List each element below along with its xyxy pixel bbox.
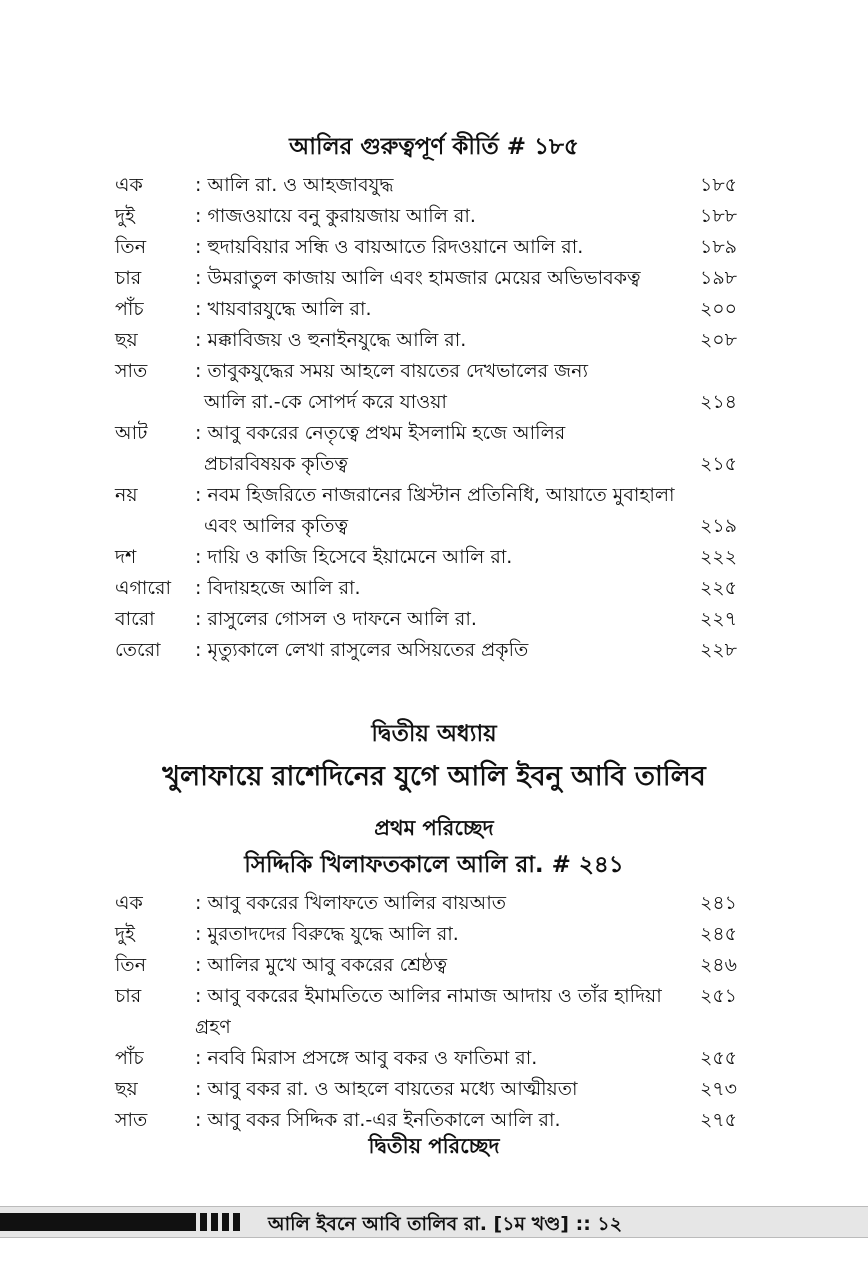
page-footer: [0, 1206, 868, 1238]
footer-bar: [0, 1213, 196, 1231]
toc-item-title: : আবু বকরের নেতৃত্বে প্রথম ইসলামি হজে আলির: [195, 422, 566, 444]
toc-item: [115, 263, 755, 294]
toc-item-title: : আবু বকরের খিলাফতে আলির বায়আত: [195, 892, 506, 914]
toc-item-number: চার: [115, 985, 142, 1007]
toc-item: [115, 919, 755, 950]
toc-item-title: : আলি রা. ও আহজাবযুদ্ধ: [195, 174, 394, 196]
toc-item-number: বারো: [115, 608, 155, 630]
toc-item-number: সাত: [115, 360, 148, 382]
toc-item-page: ১৮৮: [700, 205, 737, 227]
toc-item-number: পাঁচ: [115, 1047, 144, 1069]
toc-item-number: তিন: [115, 236, 147, 258]
toc-item-title: : খায়বারযুদ্ধে আলি রা.: [195, 298, 372, 320]
toc-item-title: : বিদায়হজে আলি রা.: [195, 577, 361, 599]
toc-item-number: নয়: [115, 484, 138, 506]
toc-item-title: : রাসুলের গোসল ও দাফনে আলি রা.: [195, 608, 477, 630]
toc-item-title: : আবু বকর সিদ্দিক রা.-এর ইনতিকালে আলি রা.: [195, 1109, 561, 1131]
toc-list-2: [115, 888, 755, 1136]
toc-item-title: : উমরাতুল কাজায় আলি এবং হামজার মেয়ের অভিভাবকত্ব: [195, 267, 641, 289]
toc-item: [115, 573, 755, 604]
toc-item-page: ২৫৫: [699, 1047, 737, 1069]
toc-item-title: : মক্কাবিজয় ও হুনাইনযুদ্ধে আলি রা.: [195, 329, 467, 351]
chapter-label: দ্বিতীয় অধ্যায়: [371, 721, 497, 747]
toc-item-number: তিন: [115, 954, 147, 976]
toc-item: [115, 325, 755, 356]
toc-item: [115, 418, 755, 480]
toc-item: [115, 1043, 755, 1074]
toc-item-number: এক: [115, 174, 143, 196]
toc-item: [115, 356, 755, 418]
toc-item-title: : তাবুকযুদ্ধের সময় আহলে বায়তের দেখভালের জন্য: [195, 360, 589, 382]
toc-item-title: : নববি মিরাস প্রসঙ্গে আবু বকর ও ফাতিমা রা.: [195, 1047, 538, 1069]
toc-item-title: : গাজওয়ায়ে বনু কুরায়জায় আলি রা.: [195, 205, 476, 227]
footer-tick: [200, 1213, 207, 1231]
toc-item-page: ২২৫: [699, 577, 737, 599]
footer-text: আলি ইবনে আবি তালিব রা. [১ম খণ্ড] :: ১২: [268, 1213, 623, 1235]
chapter-title: খুলাফায়ে রাশেদিনের যুগে আলি ইবনু আবি তালিব: [162, 761, 706, 792]
toc-item-title: : মুরতাদদের বিরুদ্ধে যুদ্ধে আলি রা.: [195, 923, 459, 945]
toc-item-number: দুই: [115, 205, 135, 227]
toc-item-page: ১৯৮: [700, 267, 737, 289]
part-label: প্রথম পরিচ্ছেদ: [374, 816, 494, 840]
footer-tick: [211, 1213, 218, 1231]
footer-tick: [233, 1213, 240, 1231]
toc-item: [115, 1074, 755, 1105]
toc-item-page: ২৪৬: [699, 954, 737, 976]
toc-item-number: দশ: [115, 546, 137, 568]
toc-item-title: : দায়ি ও কাজি হিসেবে ইয়ামেনে আলি রা.: [195, 546, 513, 568]
toc-item-number: সাত: [115, 1109, 148, 1131]
toc-item: [115, 604, 755, 635]
footer-ticks: [200, 1213, 244, 1231]
toc-item-title-continued: প্রচারবিষয়ক কৃতিত্ব: [204, 453, 348, 475]
toc-item-number: আট: [115, 422, 148, 444]
toc-item-page: ২১৯: [699, 515, 737, 537]
toc-item-title: : আবু বকর রা. ও আহলে বায়তের মধ্যে আত্মীয়তা: [195, 1078, 578, 1100]
part-heading: সিদ্দিকি খিলাফতকালে আলি রা. # ২৪১: [244, 852, 624, 878]
toc-item-page: ২৭৩: [699, 1078, 737, 1100]
toc-item: [115, 294, 755, 325]
toc-item-title: : মৃত্যুকালে লেখা রাসুলের অসিয়তের প্রকৃতি: [195, 639, 529, 661]
toc-item-number: পাঁচ: [115, 298, 144, 320]
toc-item: [115, 232, 755, 263]
toc-item: [115, 542, 755, 573]
toc-item-number: চার: [115, 267, 142, 289]
toc-item-number: দুই: [115, 923, 135, 945]
section-heading: আলির গুরুত্বপূর্ণ কীর্তি # ১৮৫: [289, 134, 579, 160]
toc-item-title-continued: এবং আলির কৃতিত্ব: [204, 515, 348, 537]
toc-item-title: : হুদায়বিয়ার সন্ধি ও বায়আতে রিদওয়ানে আলি রা.: [195, 236, 584, 258]
toc-item-page: ২১৫: [699, 453, 737, 475]
toc-item-number: ছয়: [115, 329, 138, 351]
toc-item-page: ২১৪: [699, 391, 737, 413]
toc-item-page: ২৫১: [699, 985, 737, 1007]
toc-item-number: এগারো: [115, 577, 172, 599]
toc-item-page: ১৮৯: [700, 236, 737, 258]
toc-item-page: ২০৮: [699, 329, 737, 351]
toc-list-1: [115, 170, 755, 666]
toc-item-title-continued: আলি রা.-কে সোপর্দ করে যাওয়া: [204, 391, 447, 413]
toc-item: [115, 888, 755, 919]
toc-item-page: ২২৮: [699, 639, 737, 661]
toc-item-title: : আবু বকরের ইমামতিতে আলির নামাজ আদায় ও তাঁর হাদিয়া গ্রহণ: [195, 985, 662, 1038]
toc-item: [115, 170, 755, 201]
toc-item-number: তেরো: [115, 639, 161, 661]
toc-item: [115, 201, 755, 232]
toc-item-page: ১৮৫: [700, 174, 737, 196]
toc-item-page: ২৪৫: [699, 923, 737, 945]
toc-item: [115, 950, 755, 981]
toc-item: [115, 981, 755, 1043]
toc-item-page: ২০০: [699, 298, 737, 320]
toc-item-page: ২২৭: [699, 608, 737, 630]
toc-item-page: ২৪১: [699, 892, 737, 914]
footer-tick: [222, 1213, 229, 1231]
toc-item-title: : আলির মুখে আবু বকরের শ্রেষ্ঠত্ব: [195, 954, 448, 976]
toc-item: [115, 480, 755, 542]
toc-item: [115, 635, 755, 666]
toc-item-number: ছয়: [115, 1078, 138, 1100]
toc-item-title: : নবম হিজরিতে নাজরানের খ্রিস্টান প্রতিনিধি, আয়াতে মুবাহালা: [195, 484, 675, 506]
toc-item-page: ২২২: [699, 546, 737, 568]
toc-item-page: ২৭৫: [699, 1109, 737, 1131]
part-label-2: দ্বিতীয় পরিচ্ছেদ: [368, 1134, 500, 1158]
toc-item-number: এক: [115, 892, 143, 914]
